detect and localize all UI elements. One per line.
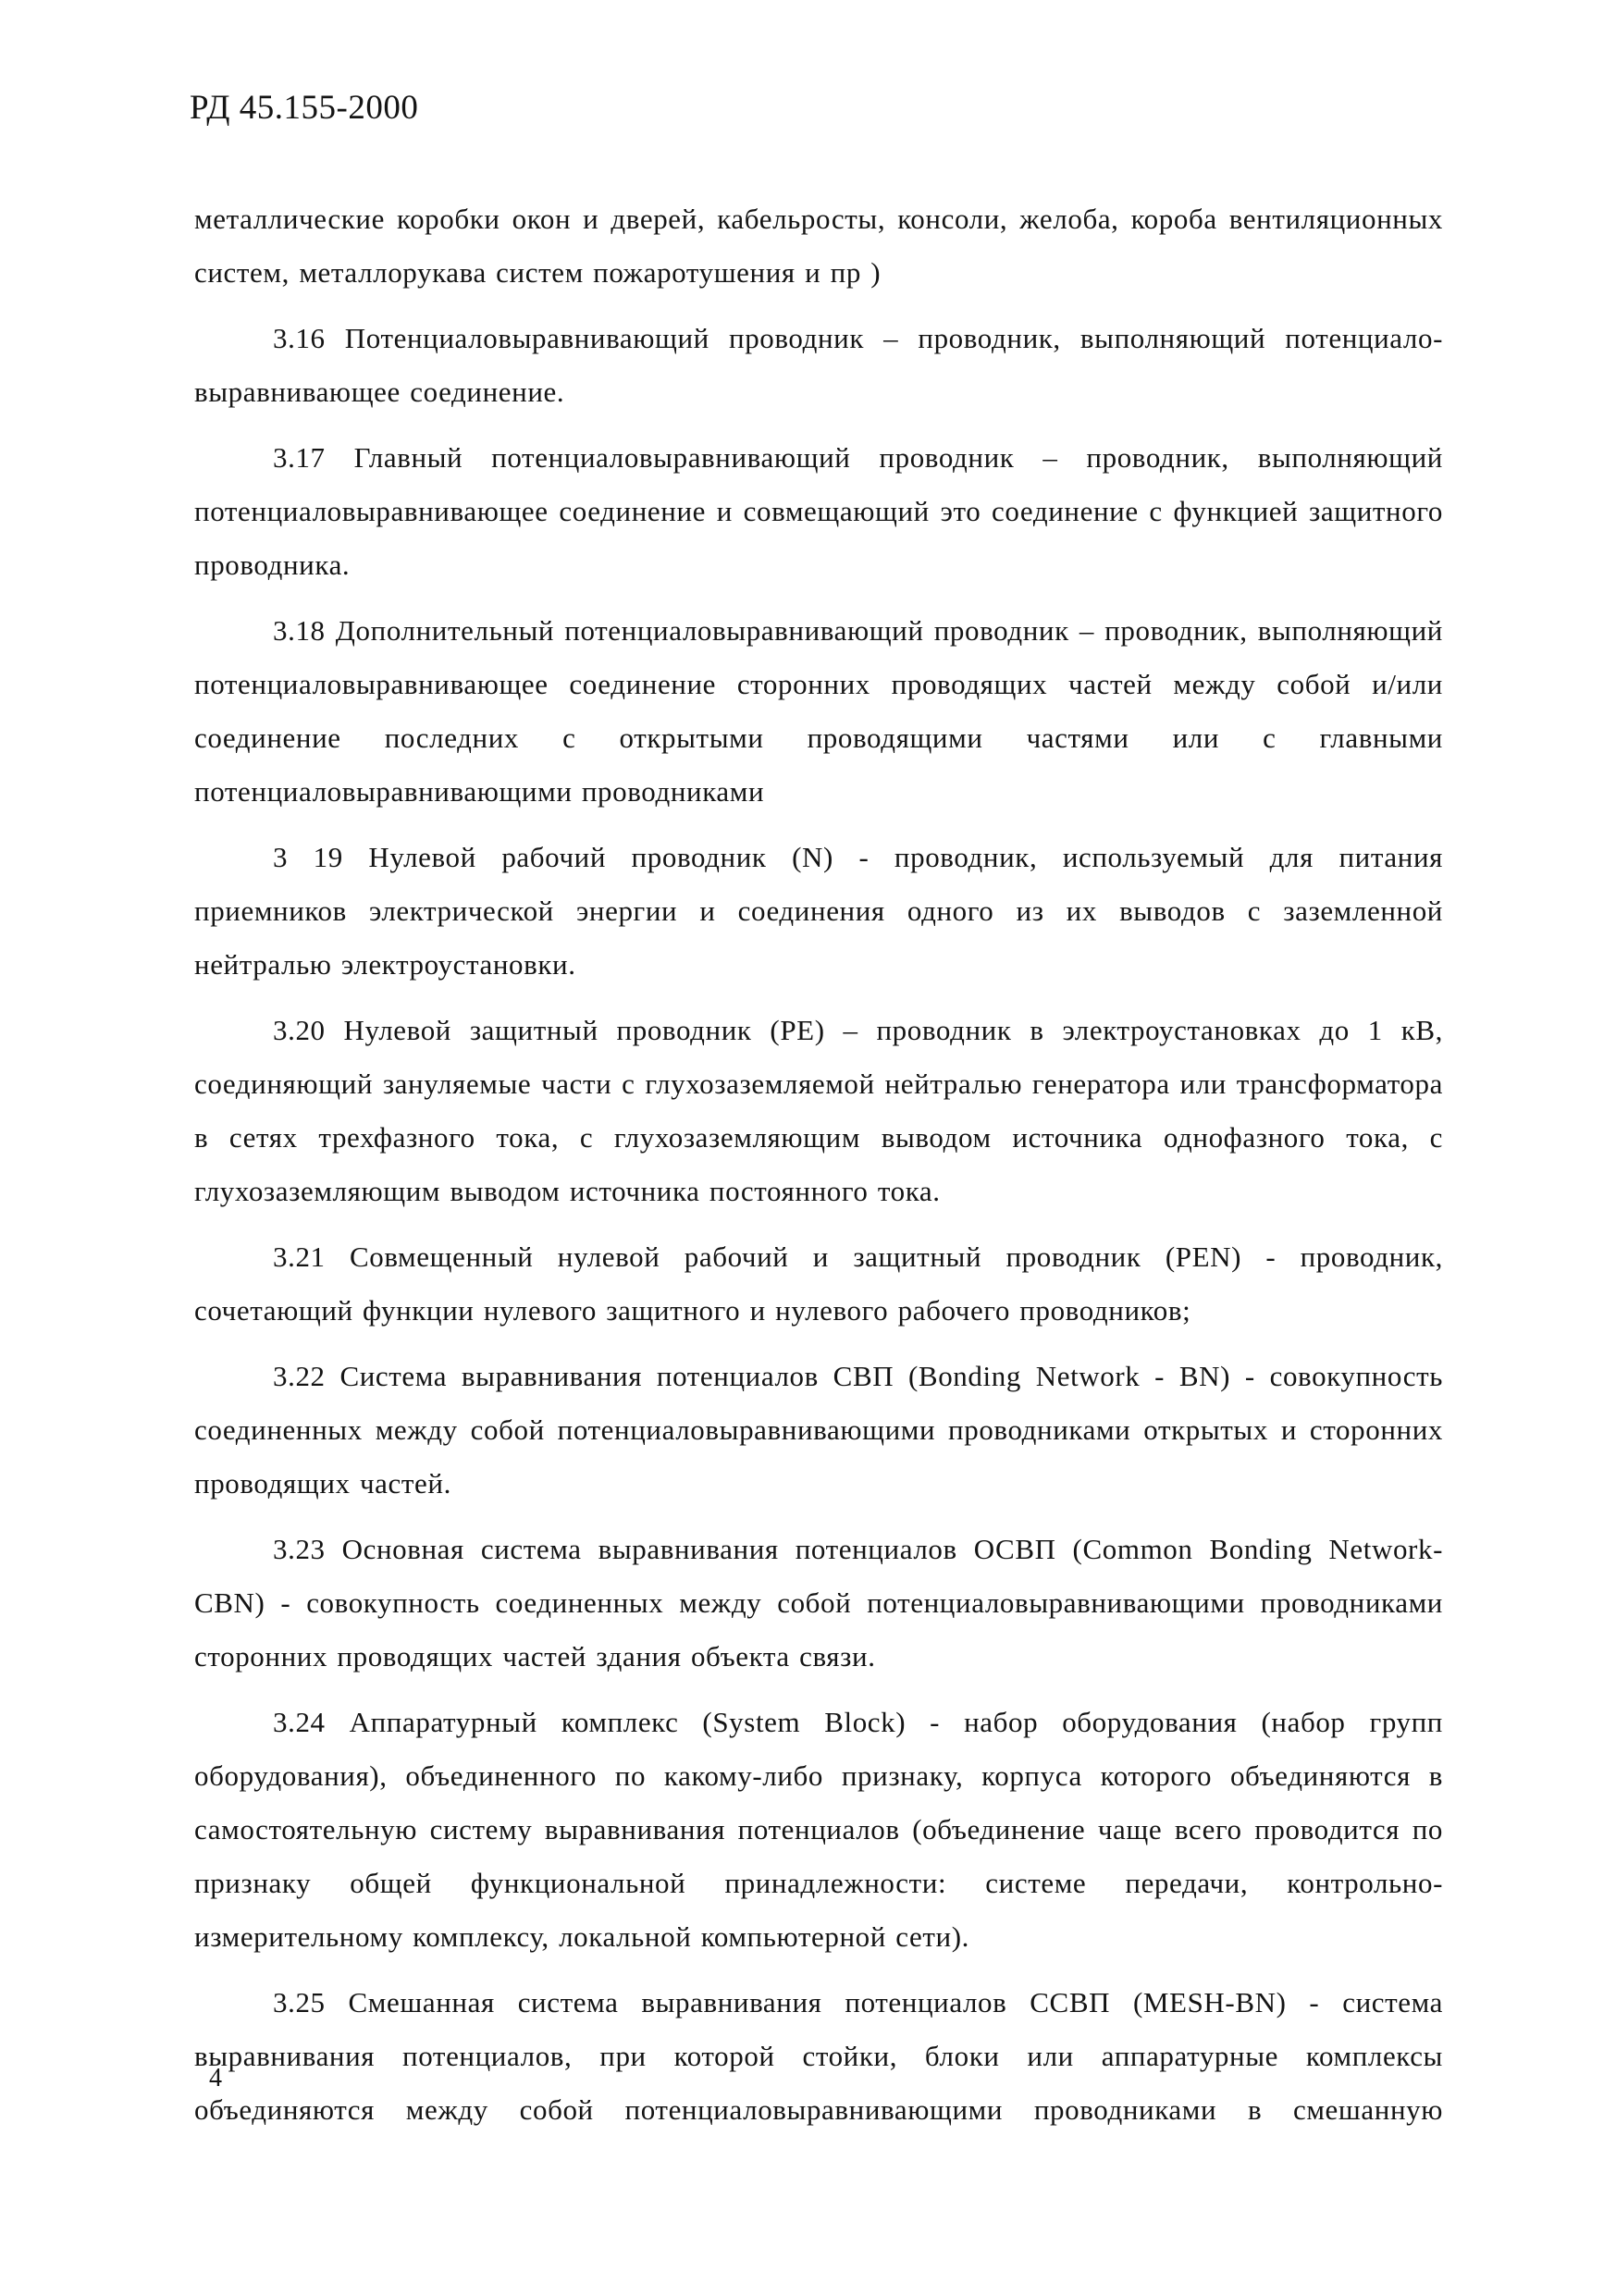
paragraph-continuation: металлические коробки окон и дверей, кабельросты, консоли, желоба, короба вентиляционных систем, металлорукава систем пожаротушения и пр ) (194, 203, 1443, 289)
paragraph-3-22: 3.22 Система выравнивания потенциалов СВП (Bonding Network - BN) - совокупность соединенных между собой потенциаловыравнивающими проводниками открытых и сторонних проводящих частей. (194, 1360, 1443, 1500)
paragraph-3-25: 3.25 Смешанная система выравнивания потенциалов ССВП (MESH-BN) - система выравнивания потенциалов, при которой стойки, блоки или аппаратурные комплексы объединяются между собой потенциаловыравнивающими проводниками в смешанную (194, 1986, 1443, 2126)
paragraph-3-18: 3.18 Дополнительный потенциаловыравнивающий проводник – проводник, выполняющий потенциаловыравнивающее соединение сторонних проводящих частей между собой и/или соединение последних с открытыми проводящими частями или с главными потенциаловыравнивающими проводниками (194, 614, 1443, 808)
paragraph-3-20: 3.20 Нулевой защитный проводник (PE) – проводник в электроустановках до 1 кВ, соединяющий зануляемые части с глухозаземляемой нейтралью генератора или трансформатора в сетях трехфазного тока, с глухозаземляющим выводом источника однофазного тока, с глухозаземляющим выводом источника постоянного тока. (194, 1014, 1443, 1207)
document-code: РД 45.155-2000 (190, 89, 419, 127)
paragraph-3-24: 3.24 Аппаратурный комплекс (System Block) - набор оборудования (набор групп оборудования), объединенного по какому-либо признаку, корпуса которого объединяются в самостоятельную систему выравнивания потенциалов (объединение чаще всего проводится по признаку общей функциональной принадлежности: системе передачи, контрольно-измерительному комплексу, локальной компьютерной сети). (194, 1706, 1443, 1953)
paragraph-3-17: 3.17 Главный потенциаловыравнивающий проводник – проводник, выполняющий потенциаловыравнивающее соединение и совмещающий это соединение с функцией защитного проводника. (194, 441, 1443, 581)
paragraph-3-21: 3.21 Совмещенный нулевой рабочий и защитный проводник (PEN) - проводник, сочетающий функции нулевого защитного и нулевого рабочего проводников; (194, 1241, 1443, 1327)
paragraph-3-19: 3 19 Нулевой рабочий проводник (N) - проводник, используемый для питания приемников электрической энергии и соединения одного из их выводов с заземленной нейтралью электроустановки. (194, 841, 1443, 981)
paragraph-3-23: 3.23 Основная система выравнивания потенциалов ОСВП (Common Bonding Network-CBN) - совокупность соединенных между собой потенциаловыравнивающими проводниками сторонних проводящих частей здания объекта связи. (194, 1533, 1443, 1673)
paragraph-3-16: 3.16 Потенциаловыравнивающий проводник – проводник, выполняющий потенциало-выравнивающее соединение. (194, 322, 1443, 408)
page-number: 4 (209, 2064, 222, 2092)
document-body (194, 192, 1443, 2149)
